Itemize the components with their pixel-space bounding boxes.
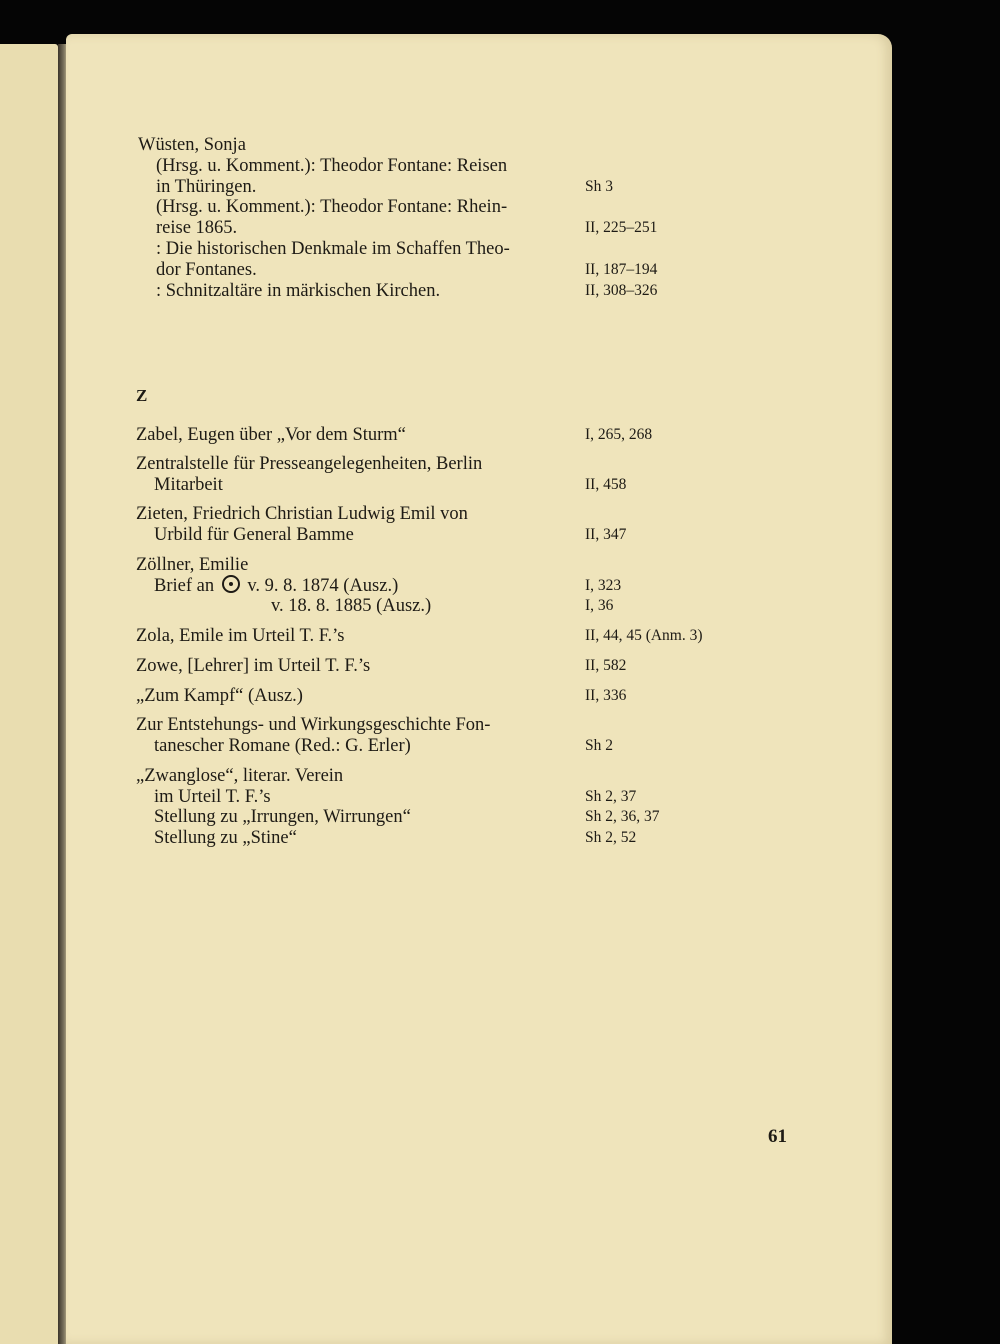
entry-line: in Thüringen. xyxy=(156,177,257,197)
entry-line: (Hrsg. u. Komment.): Theodor Fontane: Rhein- xyxy=(156,197,508,217)
entry-line xyxy=(154,575,398,597)
entry-heading: Zöllner, Emilie xyxy=(136,555,249,575)
entry-reference: II, 44, 45 (Anm. 3) xyxy=(585,627,703,644)
entry-reference: II, 336 xyxy=(585,687,627,704)
entry-line: dor Fontanes. xyxy=(156,260,257,280)
entry-line: Zabel, Eugen über „Vor dem Sturm“ xyxy=(136,425,406,445)
entry-reference: Sh 2, 37 xyxy=(585,788,637,805)
entry-line: : Die historischen Denkmale im Schaffen Theo- xyxy=(156,239,510,259)
entry-reference: II, 458 xyxy=(585,476,627,493)
entry-line: : Schnitzaltäre in märkischen Kirchen. xyxy=(156,281,441,301)
entry-line: Zentralstelle für Presseangelegenheiten, Berlin xyxy=(136,454,483,474)
entry-heading: „Zwanglose“, literar. Verein xyxy=(136,766,344,786)
section-letter: Z xyxy=(136,386,148,405)
entry-reference: I, 323 xyxy=(585,577,622,594)
entry-reference: Sh 2 xyxy=(585,737,613,754)
entry-line: Zur Entstehungs- und Wirkungsgeschichte Fon- xyxy=(136,715,491,735)
entry-reference: II, 187–194 xyxy=(585,261,658,278)
entry-line: (Hrsg. u. Komment.): Theodor Fontane: Reisen xyxy=(156,156,508,176)
entry-line: Zola, Emile im Urteil T. F.’s xyxy=(136,626,345,646)
entry-line: „Zum Kampf“ (Ausz.) xyxy=(136,686,303,706)
entry-line: Stellung zu „Irrungen, Wirrungen“ xyxy=(154,807,411,827)
entry-reference: I, 265, 268 xyxy=(585,426,653,443)
entry-reference: II, 225–251 xyxy=(585,219,658,236)
entry-reference: II, 308–326 xyxy=(585,282,658,299)
entry-line: tanescher Romane (Red.: G. Erler) xyxy=(154,736,411,756)
entry-reference: Sh 2, 36, 37 xyxy=(585,808,660,825)
entry-line: v. 18. 8. 1885 (Ausz.) xyxy=(271,596,432,616)
entry-line: Zowe, [Lehrer] im Urteil T. F.’s xyxy=(136,656,371,676)
entry-line: Mitarbeit xyxy=(154,475,223,495)
entry-reference: Sh 2, 52 xyxy=(585,829,637,846)
entry-reference: II, 347 xyxy=(585,526,627,543)
entry-line: im Urteil T. F.’s xyxy=(154,787,271,807)
entry-line: reise 1865. xyxy=(156,218,238,238)
entry-reference: II, 582 xyxy=(585,657,627,674)
left-page-edge xyxy=(0,44,58,1344)
entry-reference: Sh 3 xyxy=(585,178,613,195)
entry-text: v. 9. 8. 1874 (Ausz.) xyxy=(247,576,399,596)
entry-line: Zieten, Friedrich Christian Ludwig Emil von xyxy=(136,504,468,524)
entry-heading: Wüsten, Sonja xyxy=(138,135,246,155)
entry-reference: I, 36 xyxy=(585,597,614,614)
entry-line: Stellung zu „Stine“ xyxy=(154,828,297,848)
page-number: 61 xyxy=(768,1126,787,1147)
entry-line: Urbild für General Bamme xyxy=(154,525,354,545)
circle-dot-icon xyxy=(222,575,240,593)
entry-text: Brief an xyxy=(154,576,215,596)
